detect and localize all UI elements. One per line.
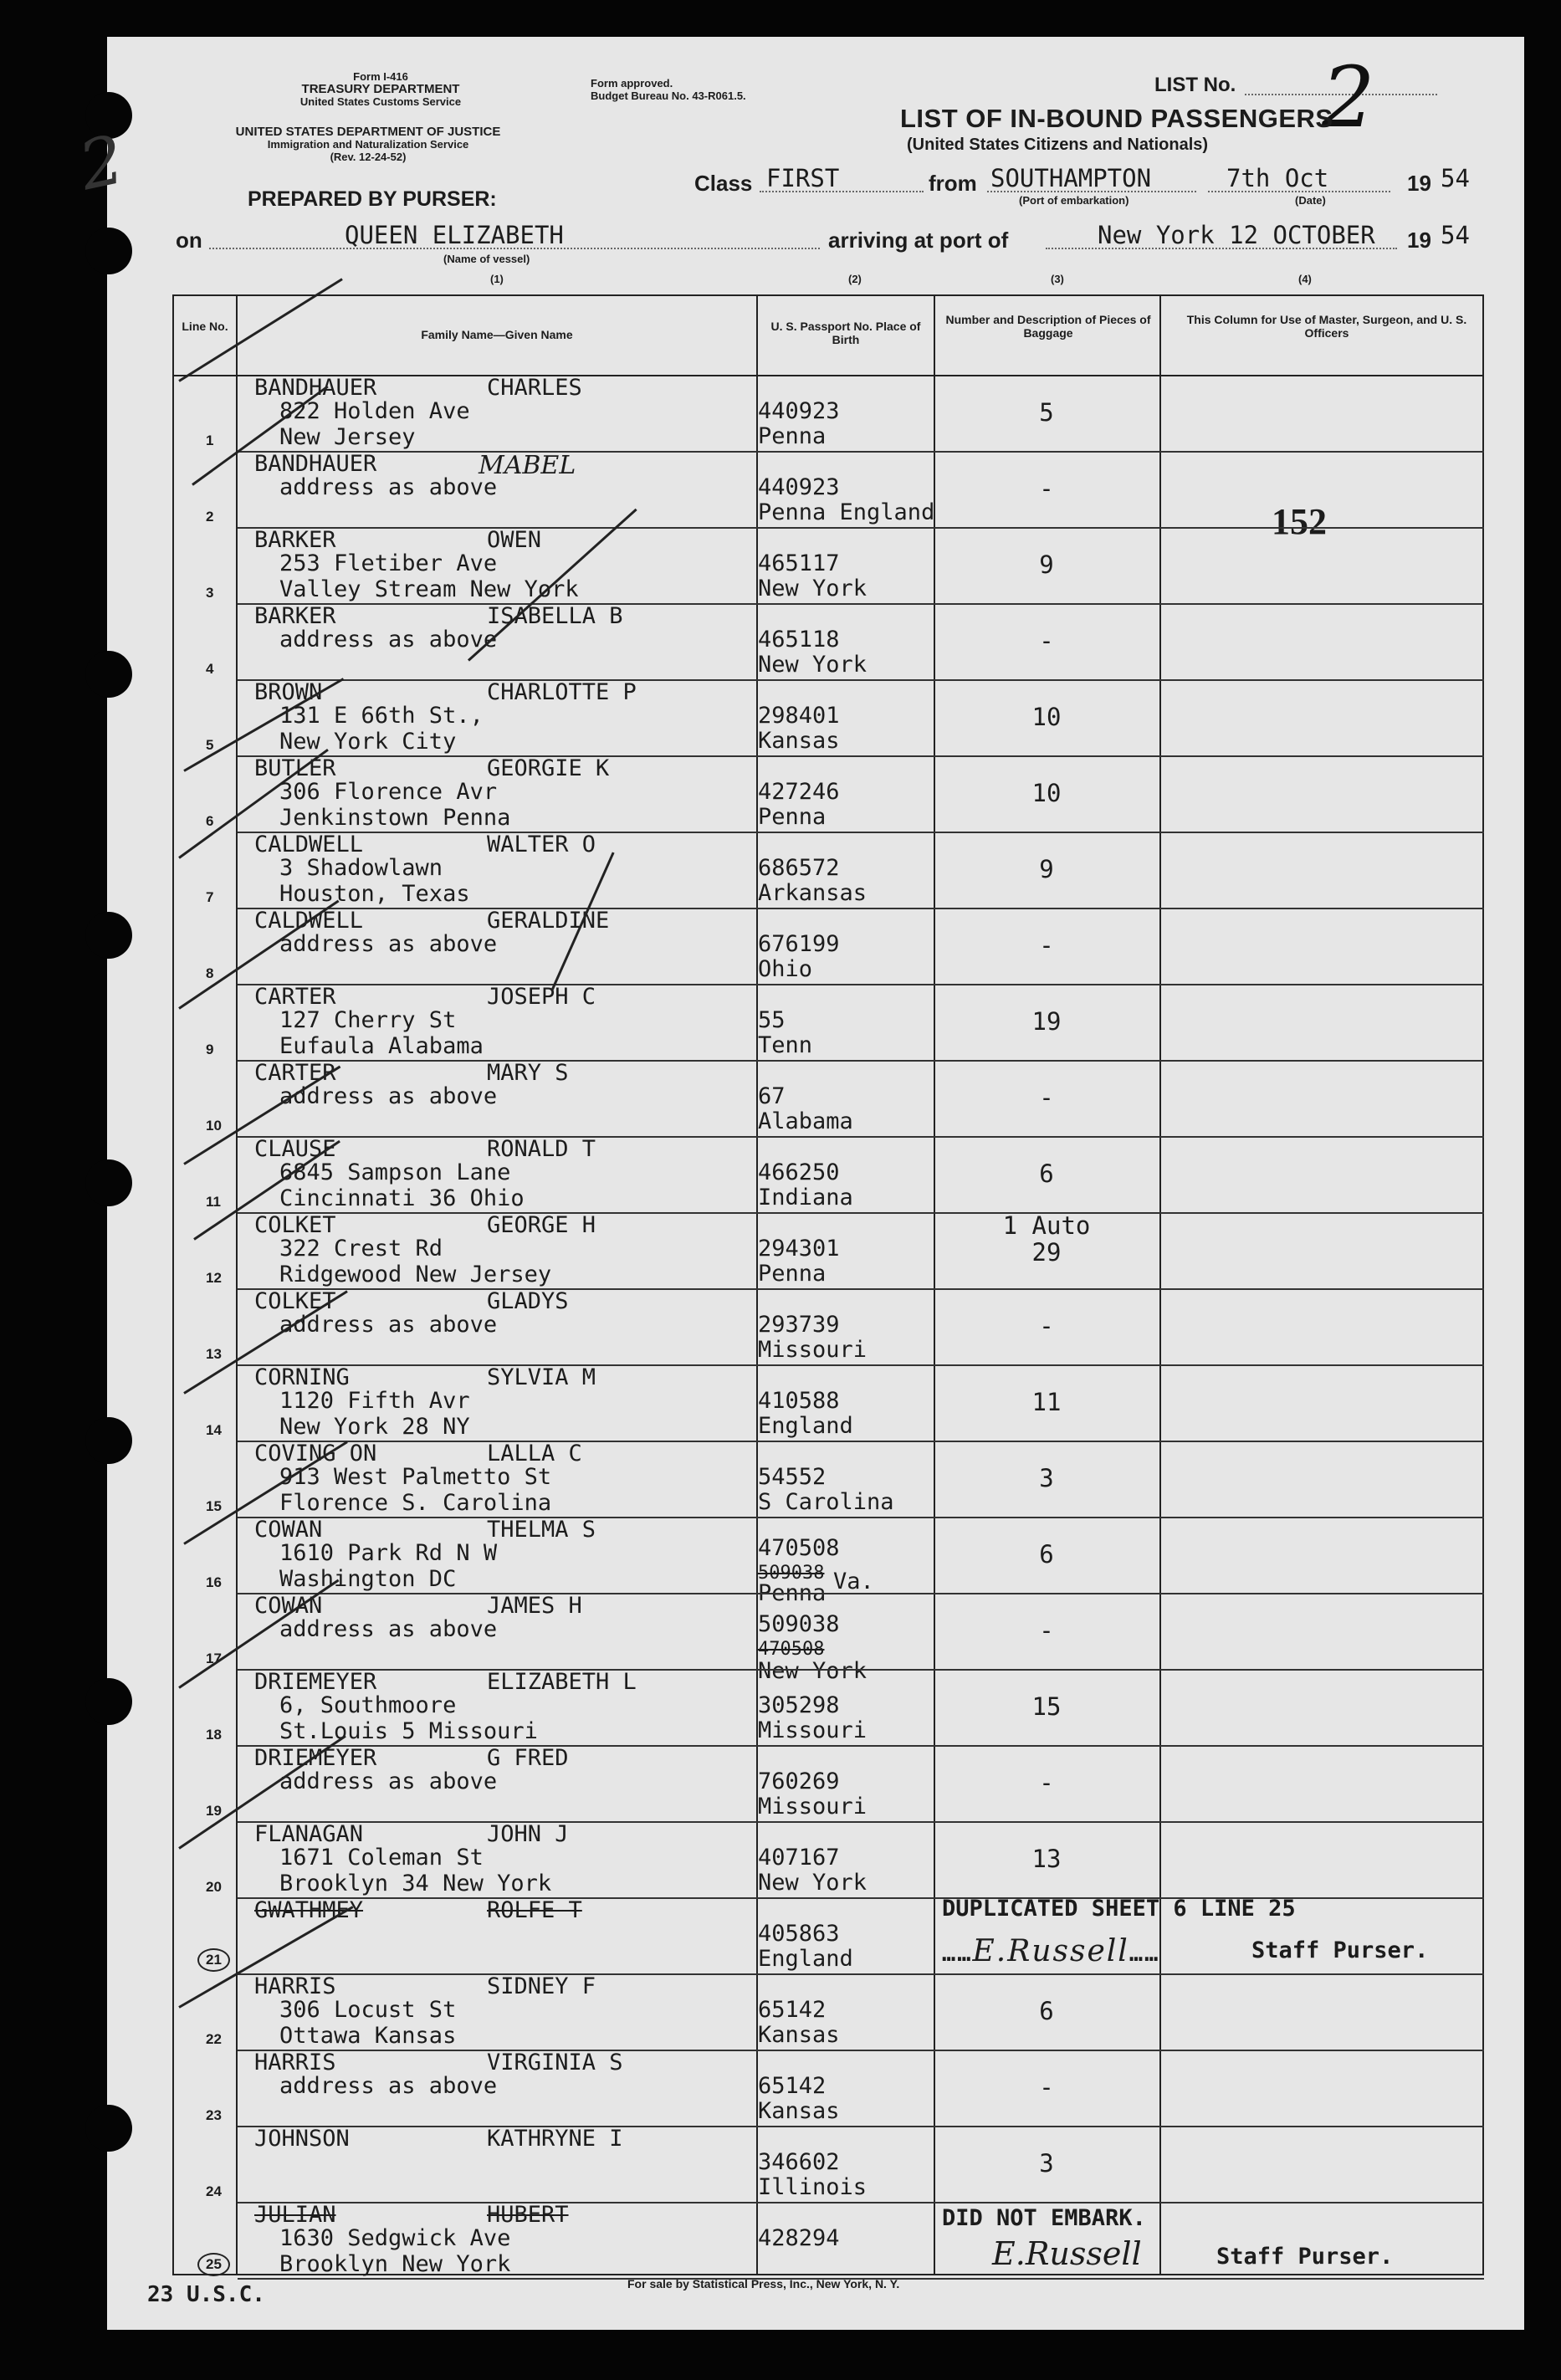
baggage-count: 9	[1039, 550, 1054, 579]
service: United States Customs Service	[299, 95, 462, 108]
family-name: BROWN	[254, 679, 323, 705]
address: address as above	[279, 1083, 498, 1109]
birthplace: Tenn	[758, 1032, 813, 1058]
did-not-embark: DID NOT EMBARK.	[942, 2205, 1146, 2231]
table-row	[172, 2126, 1484, 2202]
birthplace: Missouri	[758, 1337, 868, 1363]
table-row	[172, 1441, 1484, 1517]
given-name: THELMA S	[487, 1517, 596, 1543]
address: 306 Florence Avr Jenkinstown Penna	[279, 779, 511, 831]
class-label: Class	[694, 171, 753, 196]
given-name: ELIZABETH L	[487, 1669, 637, 1695]
table-row	[172, 1821, 1484, 1897]
dup-note: DUPLICATED SHEET 6 LINE 25	[942, 1896, 1296, 1922]
address: 127 Cherry St Eufaula Alabama	[279, 1007, 484, 1059]
page-title: LIST OF IN-BOUND PASSENGERS	[900, 104, 1333, 133]
given-name: OWEN	[487, 527, 542, 553]
baggage-count: 15	[1031, 1692, 1062, 1721]
line-number: 7	[206, 889, 214, 905]
given-name: JOHN J	[487, 1821, 569, 1847]
passport-number: 465118	[758, 627, 840, 653]
birthplace: Arkansas	[758, 880, 868, 906]
address: 131 E 66th St., New York City	[279, 703, 484, 755]
given-name: WALTER O	[487, 832, 596, 857]
binder-hole	[85, 228, 132, 274]
birthplace: Penna	[758, 1261, 827, 1287]
line-number: 22	[206, 2031, 222, 2047]
table-row	[172, 527, 1484, 603]
family-name: JOHNSON	[254, 2126, 350, 2152]
table-row	[172, 1745, 1484, 1821]
ins: Immigration and Naturalization Service	[267, 138, 469, 151]
address: address as above	[279, 474, 498, 500]
address: address as above	[279, 1768, 498, 1794]
passport-number: 298401	[758, 703, 840, 729]
passport-number: 405863	[758, 1921, 840, 1947]
line-number: 25	[197, 2253, 230, 2276]
budget: Budget Bureau No. 43-R061.5.	[591, 90, 746, 102]
address: address as above	[279, 1616, 498, 1642]
birthplace: Penna	[758, 804, 827, 830]
officer-note: 152	[1272, 501, 1327, 542]
birthplace: Kansas	[758, 2098, 840, 2124]
vessel-name: QUEEN ELIZABETH	[345, 221, 564, 249]
address: 3 Shadowlawn Houston, Texas	[279, 855, 470, 907]
family-name: BUTLER	[254, 755, 336, 781]
baggage-count: -	[1039, 627, 1054, 655]
passport-number: 54552	[758, 1464, 827, 1490]
address: 1610 Park Rd N W Washington DC	[279, 1540, 498, 1592]
line-number: 3	[206, 585, 214, 601]
given-name: LALLA C	[487, 1441, 582, 1466]
table-row	[172, 832, 1484, 908]
table-row	[172, 679, 1484, 755]
passport-number: 509038	[758, 1611, 840, 1637]
passport-number: 410588	[758, 1388, 840, 1414]
passport-number: 65142	[758, 1997, 827, 2023]
address: 253 Fletiber Ave Valley Stream New York	[279, 550, 579, 602]
given-name: VIRGINIA S	[487, 2050, 623, 2075]
address: 1120 Fifth Avr New York 28 NY	[279, 1388, 470, 1440]
col-officers: This Column for Use of Master, Surgeon, and U. S. Officers	[1186, 313, 1467, 340]
year-prefix-2: 19	[1407, 228, 1431, 253]
baggage-count: 10	[1031, 779, 1062, 807]
address: address as above	[279, 2073, 498, 2099]
line-number: 14	[206, 1422, 222, 1438]
family-name: COLKET	[254, 1212, 336, 1238]
line-number: 8	[206, 965, 214, 981]
class-line	[760, 191, 924, 192]
rev: (Rev. 12-24-52)	[330, 151, 407, 163]
table-row	[172, 1212, 1484, 1288]
birthplace: Ohio	[758, 956, 813, 982]
col-baggage: Number and Description of Pieces of Baggage	[945, 313, 1151, 340]
binder-hole	[85, 1417, 132, 1464]
passport-number: 407167	[758, 1845, 840, 1871]
vessel-caption: (Name of vessel)	[443, 253, 530, 265]
passenger-table	[172, 294, 1484, 2275]
binder-hole	[85, 1159, 132, 1206]
family-name: BARKER	[254, 527, 336, 553]
col-passport: U. S. Passport No. Place of Birth	[770, 320, 921, 346]
table-row	[172, 2050, 1484, 2126]
given-name: MARY S	[487, 1060, 569, 1086]
given-name: ROLFE T	[487, 1897, 582, 1923]
line-number: 6	[206, 813, 214, 829]
passport-number: 294301	[758, 1236, 840, 1262]
vessel-line	[209, 248, 820, 249]
line-number: 2	[206, 509, 214, 525]
birthplace: Penna	[758, 423, 827, 449]
line-number: 10	[206, 1118, 222, 1134]
baggage-count: 6	[1039, 1997, 1054, 2025]
from-value: SOUTHAMPTON	[990, 164, 1152, 192]
given-name: CHARLES	[487, 375, 582, 401]
family-name: HARRIS	[254, 2050, 336, 2075]
birthplace: Kansas	[758, 728, 840, 754]
table-row	[172, 908, 1484, 984]
baggage-count: -	[1039, 1083, 1054, 1112]
given-name: GLADYS	[487, 1288, 569, 1314]
baggage-count: 3	[1039, 2149, 1054, 2178]
baggage-count: 5	[1039, 398, 1054, 427]
table-row	[172, 603, 1484, 679]
signature-1: ……E.Russell……	[942, 1934, 1160, 1968]
passport-number: 760269	[758, 1768, 840, 1794]
birthplace: Alabama	[758, 1108, 853, 1134]
family-name: DRIEMEYER	[254, 1669, 377, 1695]
family-name: CARTER	[254, 984, 336, 1010]
line-number: 12	[206, 1270, 222, 1286]
date-line	[1208, 191, 1390, 192]
col-num-4: (4)	[1298, 273, 1312, 285]
birthplace: England	[758, 1946, 853, 1972]
passport-number: 427246	[758, 779, 840, 805]
baggage-count: -	[1039, 474, 1054, 503]
given-name: HUBERT	[487, 2202, 569, 2228]
family-name: DRIEMEYER	[254, 1745, 377, 1771]
family-name: CORNING	[254, 1364, 350, 1390]
page-subtitle: (United States Citizens and Nationals)	[907, 136, 1209, 154]
from-label: from	[929, 171, 977, 196]
passport-number: 686572	[758, 855, 840, 881]
birthplace: Missouri	[758, 1717, 868, 1743]
from-line	[987, 191, 1196, 192]
col-name: Family Name—Given Name	[421, 328, 573, 341]
year-value: 54	[1441, 164, 1470, 192]
year-value-2: 54	[1441, 221, 1470, 249]
address: 6845 Sampson Lane Cincinnati 36 Ohio	[279, 1159, 525, 1211]
col-num-2: (2)	[848, 273, 862, 285]
arriving-value: New York 12 OCTOBER	[1098, 221, 1375, 249]
given-name: MABEL	[479, 451, 576, 480]
form-id: Form I-416	[353, 70, 408, 83]
table-row	[172, 984, 1484, 1060]
staff-purser-2: Staff Purser.	[1216, 2244, 1394, 2270]
table-row	[172, 451, 1484, 527]
family-name: CALDWELL	[254, 832, 364, 857]
passport-number: 346602	[758, 2149, 840, 2175]
line-number: 15	[206, 1498, 222, 1514]
family-name: FLANAGAN	[254, 1821, 364, 1847]
table-row	[172, 755, 1484, 832]
baggage-count: -	[1039, 931, 1054, 960]
approval-block	[591, 77, 746, 102]
passport-number: 428294	[758, 2225, 840, 2251]
given-name: KATHRYNE I	[487, 2126, 623, 2152]
table-row	[172, 1136, 1484, 1212]
line-number: 1	[206, 432, 214, 448]
address: 1671 Coleman St Brooklyn 34 New York	[279, 1845, 552, 1896]
line-number: 9	[206, 1042, 214, 1057]
line-number: 13	[206, 1346, 222, 1362]
birthplace-struck: Penna	[758, 1580, 827, 1606]
form-number	[251, 70, 510, 108]
address: 913 West Palmetto St Florence S. Carolina	[279, 1464, 552, 1516]
table-row	[172, 1364, 1484, 1441]
on-label: on	[176, 228, 202, 253]
line-number: 18	[206, 1727, 222, 1743]
passport-number: 470508	[758, 1535, 840, 1561]
line-number: 16	[206, 1574, 222, 1590]
given-name: SYLVIA M	[487, 1364, 596, 1390]
baggage-count: -	[1039, 1768, 1054, 1797]
margin-mark: 2	[72, 120, 131, 206]
line-number: 5	[206, 737, 214, 753]
passport-number: 305298	[758, 1692, 840, 1718]
given-name: CHARLOTTE P	[487, 679, 637, 705]
table-row	[172, 1669, 1484, 1745]
passport-number: 440923	[758, 398, 840, 424]
line-number: 11	[206, 1194, 221, 1210]
birthplace: Missouri	[758, 1794, 868, 1820]
date-caption: (Date)	[1295, 194, 1326, 207]
baggage-count: 6	[1039, 1540, 1054, 1569]
col-num-3: (3)	[1051, 273, 1064, 285]
passport-number: 465117	[758, 550, 840, 576]
passport-struck: 509038	[758, 1563, 825, 1584]
arriving-label: arriving at port of	[828, 228, 1009, 253]
address: address as above	[279, 627, 498, 653]
baggage-count: 13	[1031, 1845, 1062, 1873]
table-row	[172, 1060, 1484, 1136]
line-number: 20	[206, 1879, 222, 1895]
binder-hole	[85, 912, 132, 959]
binder-hole	[85, 2105, 132, 2152]
birthplace: New York	[758, 652, 868, 678]
family-name: COVING ON	[254, 1441, 377, 1466]
given-name: GERALDINE	[487, 908, 610, 934]
passport-number: 440923	[758, 474, 840, 500]
given-name: JOSEPH C	[487, 984, 596, 1010]
birthplace: England	[758, 1413, 853, 1439]
family-name: COLKET	[254, 1288, 336, 1314]
dept: TREASURY DEPARTMENT	[301, 82, 460, 96]
given-name: GEORGIE K	[487, 755, 610, 781]
line-number: 17	[206, 1651, 222, 1666]
port-caption: (Port of embarkation)	[1019, 194, 1129, 207]
given-name: SIDNEY F	[487, 1973, 596, 1999]
prepared-by: PREPARED BY PURSER:	[248, 187, 497, 211]
family-name: BARKER	[254, 603, 336, 629]
usc-citation: 23 U.S.C.	[147, 2282, 265, 2307]
baggage-count: 11	[1031, 1388, 1062, 1416]
birthplace: Penna England	[758, 499, 935, 525]
arriving-line	[1046, 248, 1397, 249]
binder-hole	[85, 651, 132, 698]
date-value: 7th Oct	[1226, 164, 1329, 192]
given-name: RONALD T	[487, 1136, 596, 1162]
passport-number: 293739	[758, 1312, 840, 1338]
address: address as above	[279, 1312, 498, 1338]
binder-hole	[85, 1678, 132, 1725]
passport-number: 65142	[758, 2073, 827, 2099]
birthplace: New York	[758, 576, 868, 601]
line-number: 24	[206, 2183, 222, 2199]
passport-number: 466250	[758, 1159, 840, 1185]
birthplace: Indiana	[758, 1185, 853, 1210]
address: 306 Locust St Ottawa Kansas	[279, 1997, 457, 2049]
baggage-count: -	[1039, 1312, 1054, 1340]
class-value: FIRST	[766, 164, 840, 192]
justice: UNITED STATES DEPARTMENT OF JUSTICE	[235, 125, 501, 139]
birthplace: Va.	[833, 1569, 874, 1594]
passport-number: 55	[758, 1007, 786, 1033]
address: 1630 Sedgwick Ave Brooklyn New York	[279, 2225, 511, 2277]
birthplace: New York	[758, 1658, 868, 1684]
list-no-value: 2	[1322, 49, 1375, 146]
given-name: JAMES H	[487, 1593, 582, 1619]
passport-number: 676199	[758, 931, 840, 957]
baggage-count: 19	[1031, 1007, 1062, 1036]
year-prefix: 19	[1407, 171, 1431, 196]
birthplace: New York	[758, 1870, 868, 1896]
staff-purser-1: Staff Purser.	[1251, 1937, 1429, 1963]
family-name: COWAN	[254, 1517, 323, 1543]
col-line-no: Line No.	[182, 320, 228, 333]
approved: Form approved.	[591, 77, 673, 90]
family-name: CLAUSE	[254, 1136, 336, 1162]
given-name: G FRED	[487, 1745, 569, 1771]
list-no-label: LIST No.	[1154, 74, 1236, 96]
baggage-count: 3	[1039, 1464, 1054, 1492]
baggage-count: 10	[1031, 703, 1062, 731]
family-name: CALDWELL	[254, 908, 364, 934]
baggage-count: 1 Auto 29	[1002, 1211, 1091, 1267]
baggage-count: -	[1039, 2073, 1054, 2101]
line-number: 4	[206, 661, 214, 677]
passport-number: 67	[758, 1083, 786, 1109]
justice-block	[176, 125, 560, 163]
address: 822 Holden Ave New Jersey	[279, 398, 470, 450]
address: 322 Crest Rd Ridgewood New Jersey	[279, 1236, 552, 1287]
birthplace: S Carolina	[758, 1489, 894, 1515]
printer-credit: For sale by Statistical Press, Inc., New York, N. Y.	[627, 2277, 900, 2290]
family-name: BANDHAUER	[254, 451, 377, 477]
line-number: 23	[206, 2107, 222, 2123]
birthplace: Kansas	[758, 2022, 840, 2048]
table-row	[172, 1973, 1484, 2050]
given-name: GEORGE H	[487, 1212, 596, 1238]
signature-2: E.Russell	[992, 2235, 1142, 2272]
family-name: JULIAN	[254, 2202, 336, 2228]
address: 6, Southmoore St.Louis 5 Missouri	[279, 1692, 538, 1744]
address: address as above	[279, 931, 498, 957]
birthplace: Illinois	[758, 2174, 868, 2200]
baggage-count: 9	[1039, 855, 1054, 883]
family-name: HARRIS	[254, 1973, 336, 1999]
family-name: CARTER	[254, 1060, 336, 1086]
col-num-1: (1)	[490, 273, 504, 285]
family-name: GWATHMEY	[254, 1897, 364, 1923]
baggage-count: 6	[1039, 1159, 1054, 1188]
family-name: BANDHAUER	[254, 375, 377, 401]
line-number: 21	[197, 1948, 230, 1972]
passport-struck: 470508	[758, 1639, 825, 1660]
given-name: ISABELLA B	[487, 603, 623, 629]
table-row	[172, 1288, 1484, 1364]
baggage-count: -	[1039, 1616, 1054, 1645]
table-row	[172, 375, 1484, 451]
family-name: COWAN	[254, 1593, 323, 1619]
line-number: 19	[206, 1803, 222, 1819]
